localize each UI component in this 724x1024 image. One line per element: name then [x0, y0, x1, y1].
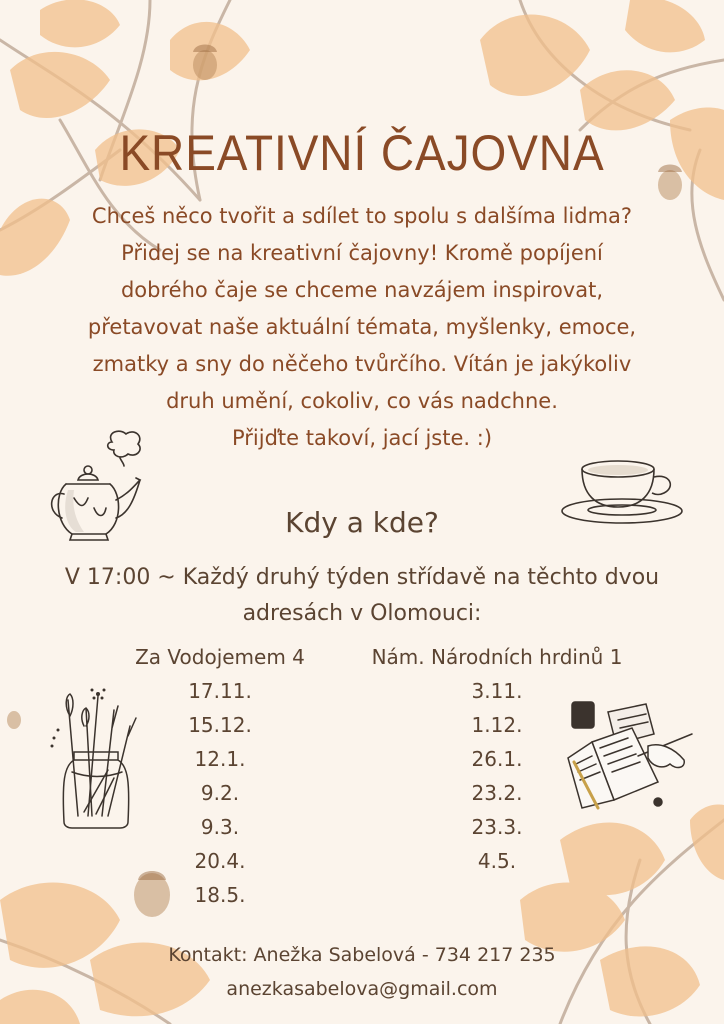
date-item: 1.12.	[471, 713, 523, 737]
date-item: 20.4.	[194, 849, 246, 873]
date-item: 12.1.	[194, 747, 246, 771]
date-item: 3.11.	[471, 679, 523, 703]
intro-line: dobrého čaje se chceme navzájem inspirovat,	[120, 278, 604, 302]
date-item: 15.12.	[188, 713, 252, 737]
location-address: Za Vodojemem 4	[135, 645, 305, 669]
intro-line: Přidej se na kreativní čajovny! Kromě popíjení	[121, 241, 603, 265]
date-item: 9.2.	[200, 781, 240, 805]
date-item: 9.3.	[200, 815, 240, 839]
when-where-heading: Kdy a kde?	[285, 506, 439, 539]
journal-writing-icon	[562, 698, 698, 814]
date-item: 23.3.	[471, 815, 523, 839]
intro-line: druh umění, cokoliv, co vás nadchne.	[166, 389, 558, 413]
location-column-vodojem	[120, 640, 320, 912]
contact-line: Kontakt: Anežka Sabelová - 734 217 235	[168, 944, 556, 966]
brush-jar-icon	[48, 686, 144, 830]
schedule-line: adresách v Olomouci:	[242, 601, 482, 626]
date-item: 4.5.	[477, 849, 517, 873]
contact-block	[0, 938, 724, 1006]
date-item: 18.5.	[194, 883, 246, 907]
schedule-line: V 17:00 ~ Každý druhý týden střídavě na těchto dvou	[64, 565, 660, 590]
intro-line: zmatky a sny do něčeho tvůrčího. Vítán je jakýkoliv	[92, 352, 632, 376]
date-item: 23.2.	[471, 781, 523, 805]
intro-text	[30, 198, 694, 457]
schedule-text	[10, 560, 714, 632]
intro-line: Chceš něco tvořit a sdílet to spolu s dalšíma lidma?	[91, 204, 633, 228]
contact-email: anezkasabelova@gmail.com	[226, 978, 498, 1000]
date-item: 26.1.	[471, 747, 523, 771]
intro-line: Přijďte takoví, jací jste. :)	[231, 426, 493, 450]
date-item: 17.11.	[188, 679, 252, 703]
location-address: Nám. Národních hrdinů 1	[371, 645, 623, 669]
poster-title: KREATIVNÍ ČAJOVNA	[119, 125, 605, 181]
intro-line: přetavovat naše aktuální témata, myšlenky, emoce,	[87, 315, 637, 339]
